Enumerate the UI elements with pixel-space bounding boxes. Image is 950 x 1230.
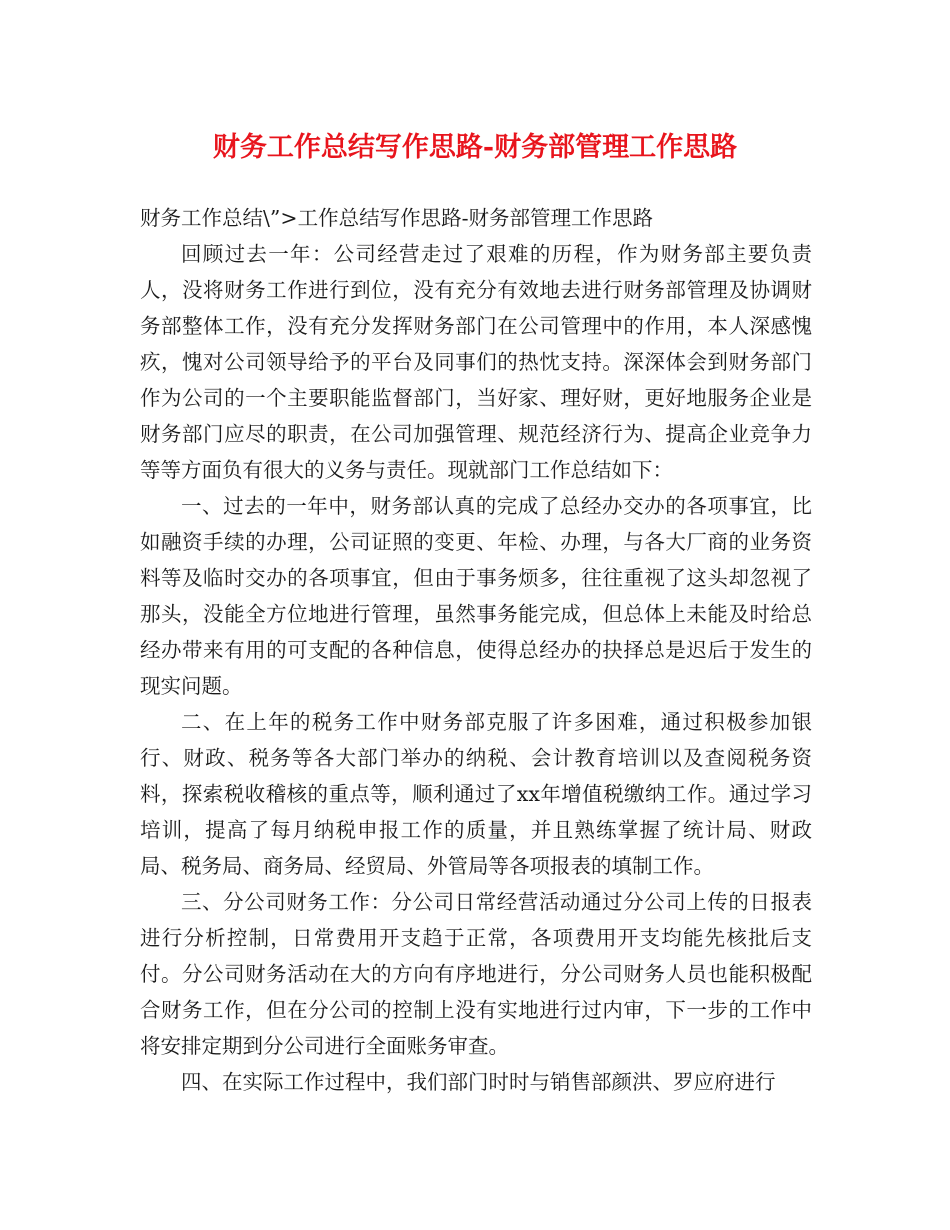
paragraph-source-line: 财务工作总结\”>工作总结写作思路-财务部管理工作思路 — [140, 206, 653, 230]
paragraph-review: 回顾过去一年：公司经营走过了艰难的历程，作为财务部主要负责人，没将财务工作进行到位，没有充分有效地去进行财务部管理及协调财务部整体工作，没有充分发挥财务部门在公司管理中的作用，本人深感愧疚，愧对公司领导给予的平台及同事们的热忱支持。深深体会到财务部门作为公司的一个主要职能监督部门，当好家、理好财，更好地服务企业是财务部门应尽的职责，在公司加强管理、规范经济行为、提高企业竞争力等等方面负有很大的义务与责任。现就部门工作总结如下： — [140, 242, 812, 482]
document-body — [140, 200, 812, 1100]
paragraph-item-3: 三、分公司财务工作：分公司日常经营活动通过分公司上传的日报表进行分析控制，日常费用开支趋于正常，各项费用开支均能先核批后支付。分公司财务活动在大的方向有序地进行，分公司财务人员也能积极配合财务工作，但在分公司的控制上没有实地进行过内审，下一步的工作中将安排定期到分公司进行全面账务审查。 — [140, 890, 812, 1058]
paragraph-item-2: 二、在上年的税务工作中财务部克服了许多困难，通过积极参加银行、财政、税务等各大部门举办的纳税、会计教育培训以及查阅税务资料，探索税收稽核的重点等，顺利通过了xx年增值税缴纳工作。通过学习培训，提高了每月纳税申报工作的质量，并且熟练掌握了统计局、财政局、税务局、商务局、经贸局、外管局等各项报表的填制工作。 — [140, 710, 812, 878]
paragraph-item-1: 一、过去的一年中，财务部认真的完成了总经办交办的各项事宜，比如融资手续的办理，公司证照的变更、年检、办理，与各大厂商的业务资料等及临时交办的各项事宜，但由于事务烦多，往往重视了这头却忽视了那头，没能全方位地进行管理，虽然事务能完成，但总体上未能及时给总经办带来有用的可支配的各种信息，使得总经办的抉择总是迟后于发生的现实问题。 — [140, 494, 812, 698]
document-title: 财务工作总结写作思路-财务部管理工作思路 — [212, 132, 738, 163]
paragraph-item-4: 四、在实际工作过程中，我们部门时时与销售部颜洪、罗应府进行 — [181, 1070, 776, 1094]
